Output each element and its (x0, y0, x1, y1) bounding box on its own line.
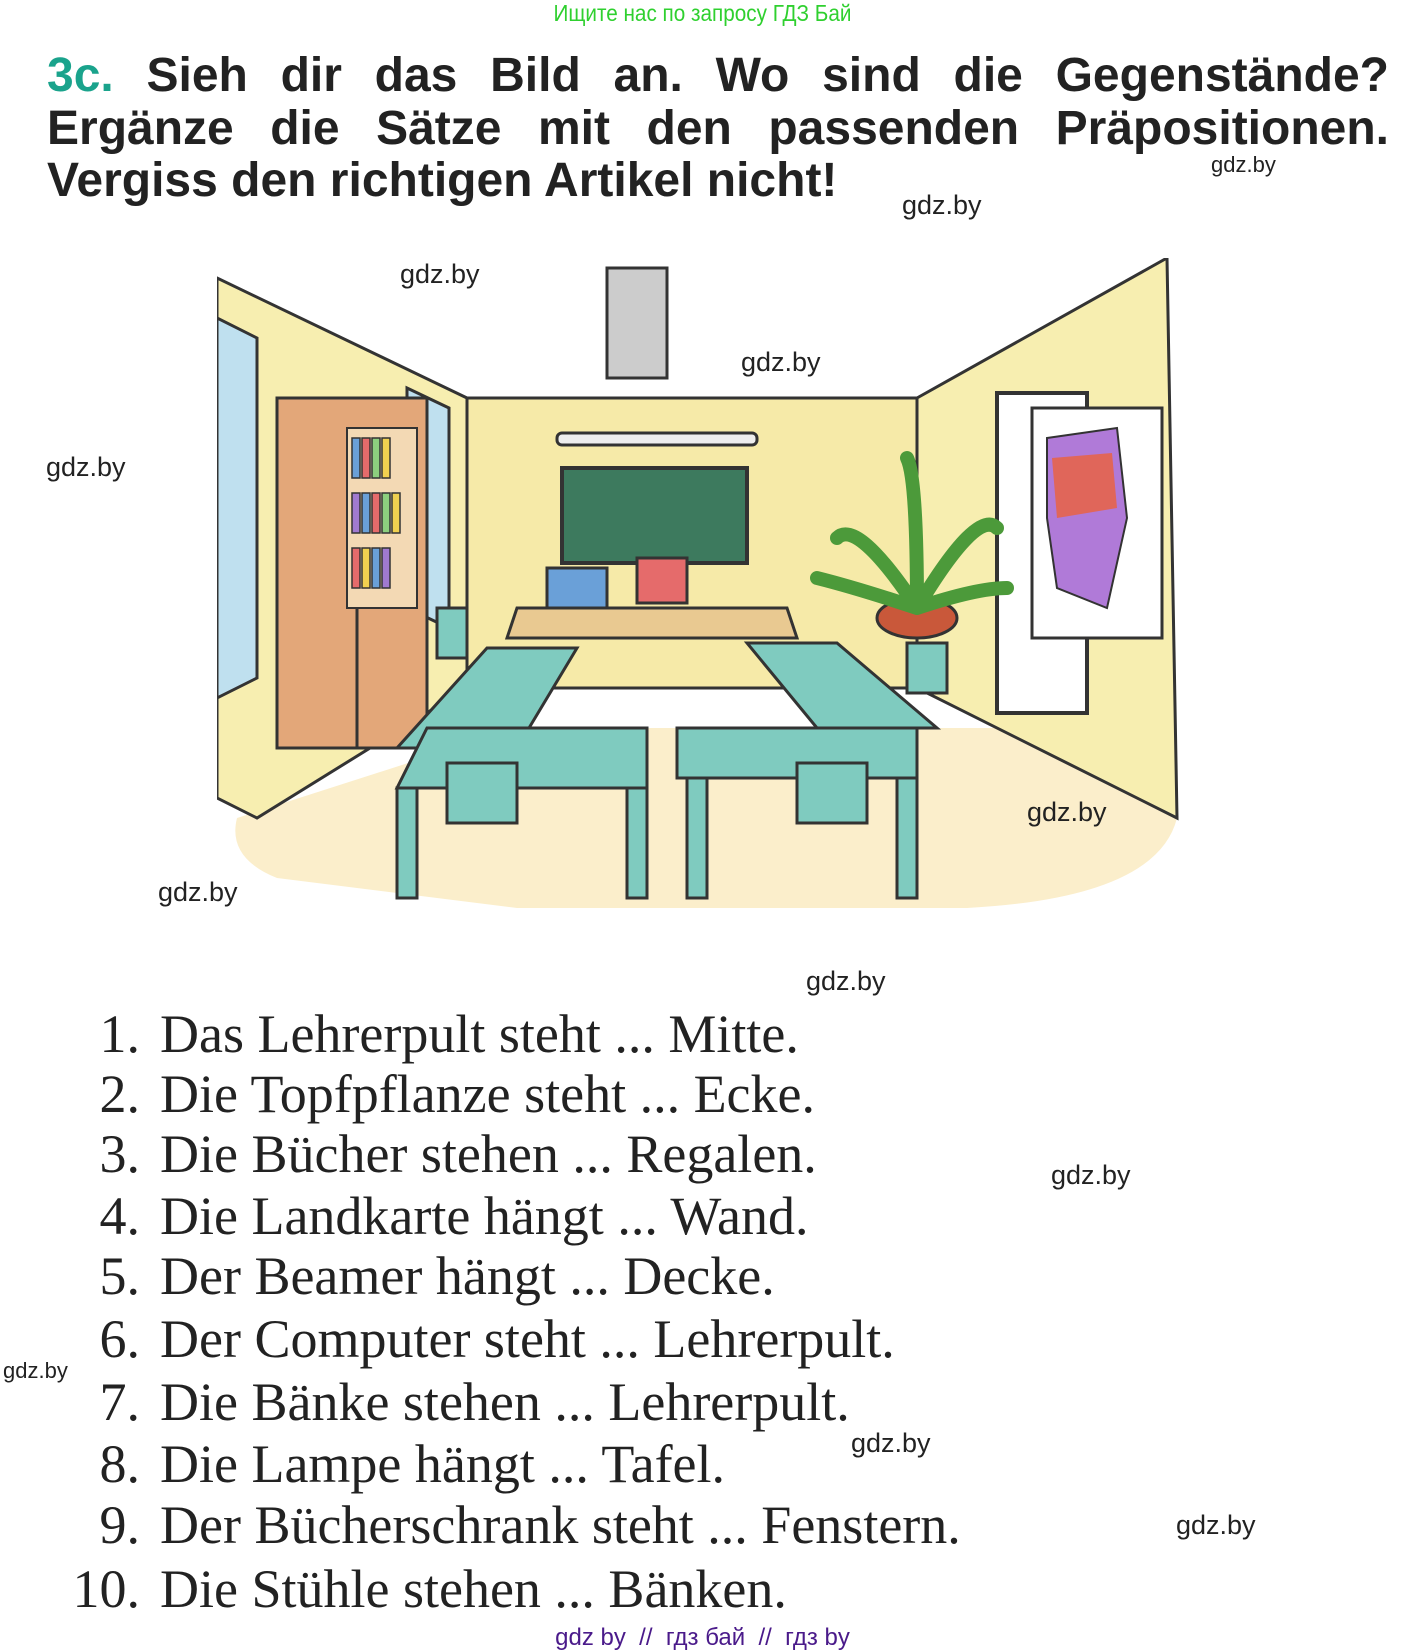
sentence-8 (40, 1434, 725, 1494)
sentence-6 (40, 1309, 895, 1369)
sentence-number: 1. (99, 1004, 140, 1064)
sentence-text: Der Beamer hängt ... Decke. (160, 1246, 775, 1306)
sentence-number: 3. (99, 1124, 140, 1184)
sentence-2 (40, 1064, 815, 1124)
sentence-number: 10. (72, 1559, 140, 1619)
watermark: gdz.by (741, 347, 821, 377)
sentence-number: 4. (99, 1186, 140, 1246)
task-heading-line-2: Ergänze die Sätze mit den passenden Präpositionen. (47, 102, 1389, 155)
sentence-3 (40, 1124, 817, 1184)
sentence-text: Die Bänke stehen ... Lehrerpult. (160, 1372, 850, 1432)
sentence-text: Die Lampe hängt ... Tafel. (160, 1434, 726, 1494)
sentence-text: Die Bücher stehen ... Regalen. (160, 1124, 817, 1184)
sentence-number: 7. (99, 1372, 140, 1432)
sentence-5 (40, 1246, 775, 1306)
watermark: gdz.by (400, 259, 480, 289)
task-text: Sieh dir das Bild an. Wo sind die Gegenstände? (146, 49, 1389, 102)
sentence-1 (40, 1004, 799, 1064)
footer-links[interactable]: gdz by // гдз бай // гдз by (555, 1624, 850, 1651)
sentence-4 (40, 1186, 808, 1246)
watermark: gdz.by (902, 190, 982, 220)
task-heading-line-3: Vergiss den richtigen Artikel nicht! (47, 154, 838, 207)
classroom-illustration (217, 258, 1217, 958)
sentence-text: Die Topfpflanze steht ... Ecke. (160, 1064, 815, 1124)
sentence-number: 2. (99, 1064, 140, 1124)
sentence-text: Die Landkarte hängt ... Wand. (160, 1186, 809, 1246)
sentence-number: 9. (99, 1495, 140, 1555)
sentence-text: Die Stühle stehen ... Bänken. (160, 1559, 787, 1619)
sentence-number: 8. (99, 1434, 140, 1494)
watermark: gdz.by (1211, 152, 1276, 177)
task-heading-line-1 (47, 50, 1389, 102)
watermark: gdz.by (1027, 797, 1107, 827)
watermark: gdz.by (46, 452, 126, 482)
watermark: gdz.by (3, 1358, 68, 1383)
watermark: gdz.by (1176, 1510, 1256, 1540)
sentence-7 (40, 1372, 850, 1432)
sentence-number: 5. (99, 1246, 140, 1306)
watermark: gdz.by (806, 966, 886, 996)
top-banner[interactable]: Ищите нас по запросу ГДЗ Бай (553, 0, 852, 26)
sentence-text: Der Computer steht ... Lehrerpult. (160, 1309, 895, 1369)
watermark: gdz.by (851, 1428, 931, 1458)
sentence-10 (40, 1559, 787, 1619)
sentence-text: Das Lehrerpult steht ... Mitte. (160, 1004, 799, 1064)
sentence-text: Der Bücherschrank steht ... Fenstern. (160, 1495, 961, 1555)
sentence-9 (40, 1495, 961, 1555)
watermark: gdz.by (1051, 1160, 1131, 1190)
task-number: 3c. (47, 49, 114, 102)
sentence-number: 6. (99, 1309, 140, 1369)
watermark: gdz.by (158, 877, 238, 907)
